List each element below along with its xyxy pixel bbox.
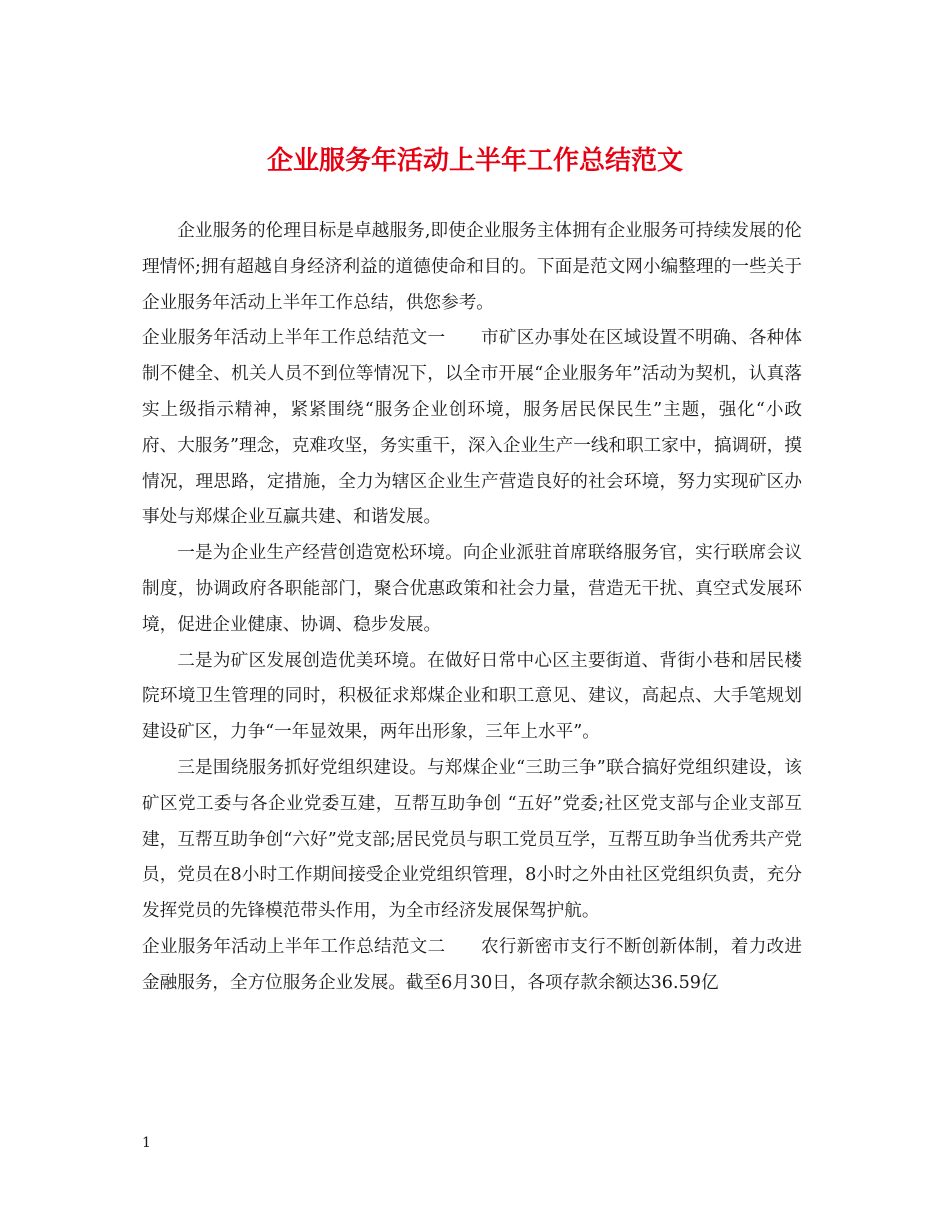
page-number: 1	[142, 1135, 151, 1151]
intro-paragraph: 企业服务的伦理目标是卓越服务,即使企业服务主体拥有企业服务可持续发展的伦理情怀;拥有超越自身经济利益的道德使命和目的。下面是范文网小编整理的一些关于企业服务年活动上半年工作总结，供您参考。	[142, 221, 802, 313]
section-two-paragraph: 企业服务年活动上半年工作总结范文二 农行新密市支行不断创新体制，着力改进金融服务，全方位服务企业发展。截至6月30日，各项存款余额达36.59亿	[142, 936, 802, 993]
section-one-paragraph: 企业服务年活动上半年工作总结范文一 市矿区办事处在区域设置不明确、各种体制不健全、机关人员不到位等情况下，以全市开展“企业服务年”活动为契机，认真落实上级指示精神，紧紧围绕“服务企业创环境，服务居民保民生”主题，强化“小政府、大服务”理念，克难攻坚，务实重干，深入企业生产一线和职工家中，搞调研，摸情况，理思路，定措施，全力为辖区企业生产营造良好的社会环境，努力实现矿区办事处与郑煤企业互赢共建、和谐发展。	[142, 328, 802, 528]
document-title: 企业服务年活动上半年工作总结范文	[266, 146, 683, 176]
point-three-paragraph: 三是围绕服务抓好党组织建设。与郑煤企业“三助三争”联合搞好党组织建设，该矿区党工委与各企业党委互建，互帮互助争创 “五好”党委;社区党支部与企业支部互建，互帮互助争创“六好”党支部;居民党员与职工党员互学，互帮互助争当优秀共产党员，党员在8小时工作期间接受企业党组织管理，8小时之外由社区党组织负责，充分发挥党员的先锋模范带头作用，为全市经济发展保驾护航。	[142, 757, 802, 922]
document-body	[142, 214, 802, 1002]
point-one-paragraph: 一是为企业生产经营创造宽松环境。向企业派驻首席联络服务官，实行联席会议制度，协调政府各职能部门，聚合优惠政策和社会力量，营造无干扰、真空式发展环境，促进企业健康、协调、稳步发展。	[142, 543, 802, 635]
point-two-paragraph: 二是为矿区发展创造优美环境。在做好日常中心区主要街道、背街小巷和居民楼院环境卫生管理的同时，积极征求郑煤企业和职工意见、建议，高起点、大手笔规划建设矿区，力争“一年显效果，两年出形象，三年上水平”。	[142, 650, 802, 743]
